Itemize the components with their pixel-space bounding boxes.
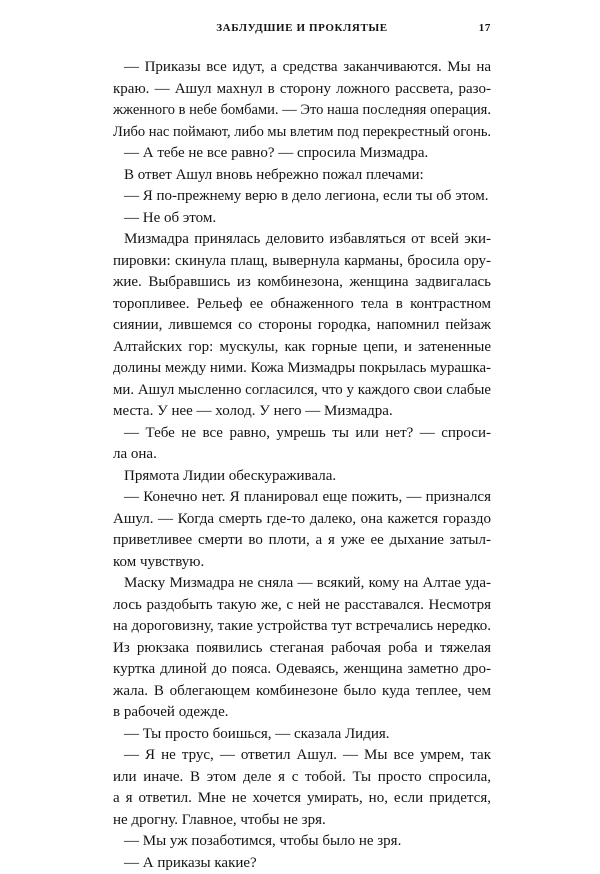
text-line: — Я по-прежнему верю в дело легиона, если ты об этом.	[113, 186, 491, 208]
text-line: Алтайских гор: мускулы, как горные цепи, и затененные	[113, 337, 491, 359]
text-line: — Конечно нет. Я планировал еще пожить, — признался	[113, 487, 491, 509]
text-line: лось раздобыть такую же, с ней не расставался. Несмотря	[113, 595, 491, 617]
text-line: Мизмадра принялась деловито избавляться от всей эки-	[113, 229, 491, 251]
page-number: 17	[479, 22, 491, 34]
body-text	[113, 57, 491, 874]
text-line: ла она.	[113, 444, 491, 466]
text-line: сиянии, лившемся со стороны городка, напомнил пейзаж	[113, 315, 491, 337]
text-line: в рабочей одежде.	[113, 702, 491, 724]
text-line: Маску Мизмадра не сняла — всякий, кому на Алтае уда-	[113, 573, 491, 595]
text-line: — А приказы какие?	[113, 853, 491, 874]
text-line: долины между ними. Кожа Мизмадры покрылась мурашка-	[113, 358, 491, 380]
running-title: ЗАБЛУДШИЕ И ПРОКЛЯТЫЕ	[113, 22, 491, 34]
text-line: приветливее смерти во плоти, а я уже ее дыхание затыл-	[113, 530, 491, 552]
text-line: краю. — Ашул махнул в сторону ложного рассвета, разо-	[113, 79, 491, 101]
text-line: — Приказы все идут, а средства заканчиваются. Мы на	[113, 57, 491, 79]
text-line: Либо нас поймают, либо мы влетим под перекрестный огонь.	[113, 122, 491, 144]
text-line: ми. Ашул мысленно согласился, что у каждого свои слабые	[113, 380, 491, 402]
text-line: Из рюкзака появились стеганая рабочая роба и тяжелая	[113, 638, 491, 660]
text-line: торопливее. Рельеф ее обнаженного тела в контрастном	[113, 294, 491, 316]
text-line: Ашул. — Когда смерть где-то далеко, она кажется гораздо	[113, 509, 491, 531]
text-line: жженного в небе бомбами. — Это наша последняя операция.	[113, 100, 491, 122]
text-line: куртка длиной до пояса. Одеваясь, женщина заметно дро-	[113, 659, 491, 681]
text-line: а я ответил. Мне не хочется умирать, но, если придется,	[113, 788, 491, 810]
running-head	[113, 22, 491, 38]
text-line: ком чувствую.	[113, 552, 491, 574]
text-line: места. У нее — холод. У него — Мизмадра.	[113, 401, 491, 423]
text-line: на дороговизну, такие устройства тут встречались нередко.	[113, 616, 491, 638]
text-line: не дрогну. Главное, чтобы не зря.	[113, 810, 491, 832]
text-line: — Ты просто боишься, — сказала Лидия.	[113, 724, 491, 746]
text-line: жие. Выбравшись из комбинезона, женщина задвигалась	[113, 272, 491, 294]
text-line: Прямота Лидии обескураживала.	[113, 466, 491, 488]
text-line: — Я не трус, — ответил Ашул. — Мы все умрем, так	[113, 745, 491, 767]
text-line: В ответ Ашул вновь небрежно пожал плечами:	[113, 165, 491, 187]
text-line: — А тебе не все равно? — спросила Мизмадра.	[113, 143, 491, 165]
text-line: или иначе. В этом деле я с тобой. Ты просто спросила,	[113, 767, 491, 789]
text-line: — Не об этом.	[113, 208, 491, 230]
text-line: жала. В облегающем комбинезоне было куда теплее, чем	[113, 681, 491, 703]
text-line: пировки: скинула плащ, вывернула карманы, бросила ору-	[113, 251, 491, 273]
text-line: — Тебе не все равно, умрешь ты или нет? — спроси-	[113, 423, 491, 445]
text-line: — Мы уж позаботимся, чтобы было не зря.	[113, 831, 491, 853]
